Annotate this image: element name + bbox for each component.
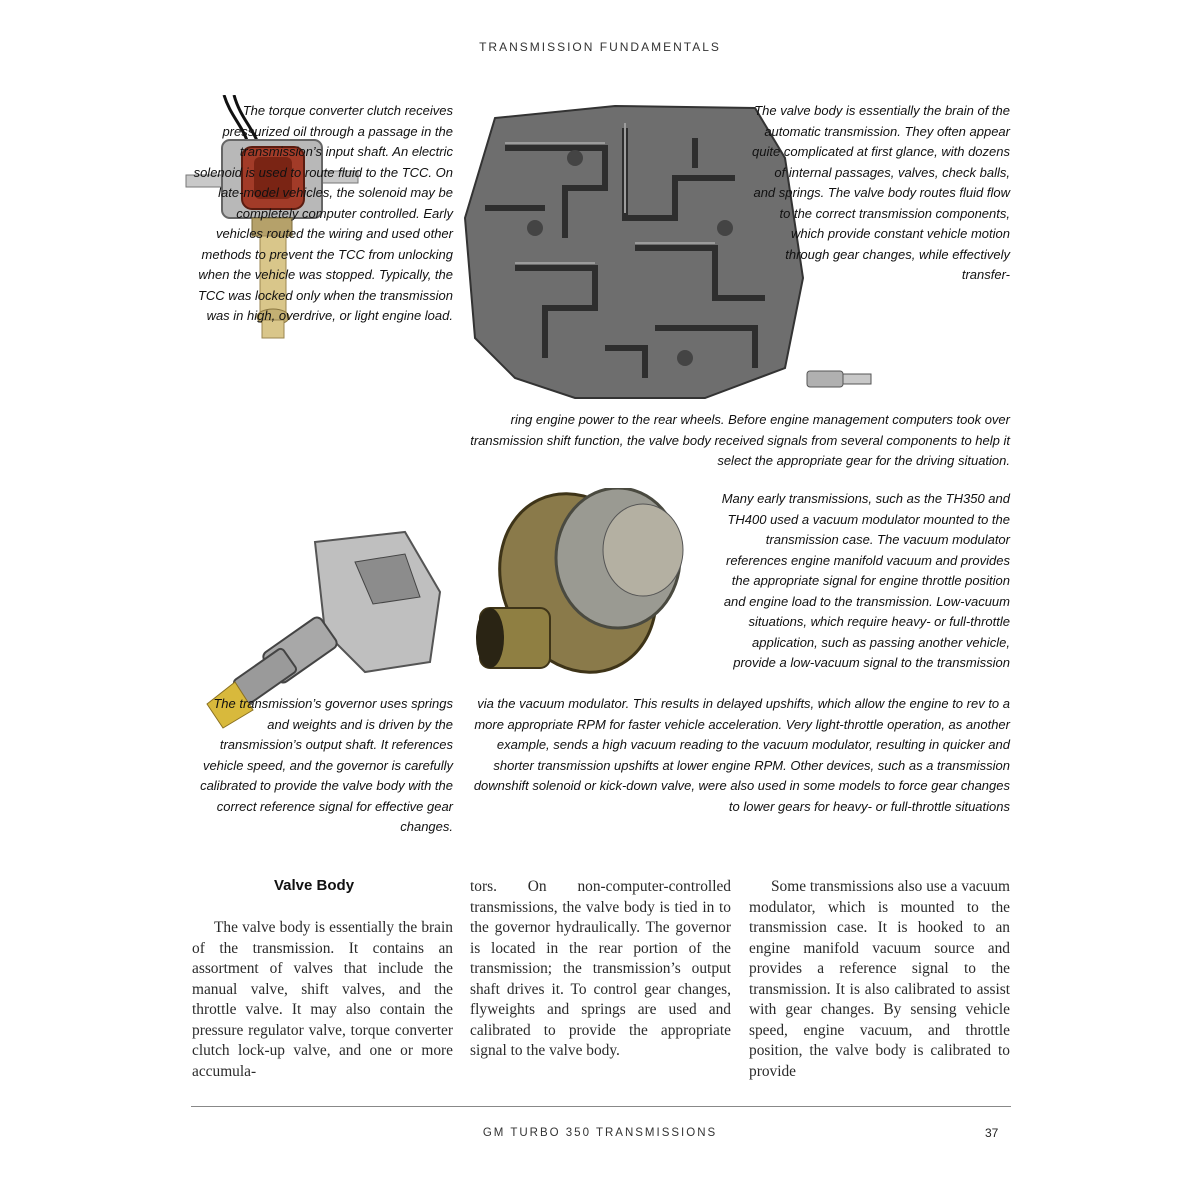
caption-valve-body-bottom: ring engine power to the rear wheels. Before engine management computers took over transmission shift function, the valve body received signals from several components to help it select the appropriate gear for the driving situation. [470, 412, 1010, 468]
vacuum-modulator-photo-icon [468, 488, 718, 688]
caption-tcc-solenoid: The torque converter clutch receives pressurized oil through a passage in the transmission’s input shaft. An electric solenoid is used to route fluid to the TCC. On late-model vehicles, the solenoid may be completely computer controlled. Early vehicles routed the wiring and used other methods to prevent the TCC from unlocking when the vehicle was stopped. Typically, the TCC was locked only when the transmission was in high, overdrive, or light engine load. [193, 103, 453, 323]
footer-rule [191, 1106, 1011, 1107]
body-column-1: The valve body is essentially the brain of the transmission. It contains an assortment of valves that include the manual valve, shift valves, and the throttle valve. It may also contain the pressure regulator valve, torque converter clutch lock-up valve, and one or more accumula- [192, 919, 453, 1080]
body-column-2: tors. On non-computer-controlled transmissions, the valve body is tied in to the governor hydraulically. The governor is located in the rear portion of the transmission; the transmission’s output shaft drives it. To control gear changes, flyweights and springs are used and calibrated to provide the appropriate signal to the valve body. [470, 878, 731, 1059]
valve-plug-photo-icon [805, 363, 875, 393]
body-column-3: Some transmissions also use a vacuum modulator, which is mounted to the transmission case. It is hooked to an engine manifold vacuum source and provides a reference signal to the transmission. It is also calibrated to assist with gear changes. By sensing vehicle speed, engine vacuum, and throttle position, the valve body is calibrated to provide [749, 878, 1010, 1080]
caption-governor: The transmission’s governor uses springs and weights and is driven by the transmission’s output shaft. It references vehicle speed, and the governor is carefully calibrated to provide the valve body with the correct reference signal for effective gear changes. [200, 696, 453, 834]
caption-vacuum-modulator-bottom: via the vacuum modulator. This results in delayed upshifts, which allow the engine to rev to a more appropriate RPM for faster vehicle acceleration. Very light-throttle operation, as another example, sends a high vacuum reading to the vacuum modulator, resulting in quicker and shorter transmission upshifts at lower engine RPM. Other devices, such as a transmission downshift solenoid or kick-down valve, were also used in some models to force gear changes to lower gears for heavy- or full-throttle situations [473, 696, 1010, 814]
section-title: Valve Body [274, 877, 355, 894]
caption-valve-body-top: The valve body is essentially the brain of the automatic transmission. They often appear quite complicated at first glance, with dozens of internal passages, valves, check balls, and springs. The valve body routes fluid flow to the correct transmission components, which provide constant vehicle motion through gear changes, while effectively transfer- [752, 103, 1010, 282]
running-header: TRANSMISSION FUNDAMENTALS [479, 40, 721, 54]
caption-vacuum-modulator-top: Many early transmissions, such as the TH350 and TH400 used a vacuum modulator mounted to the transmission case. The vacuum modulator references engine manifold vacuum and provides the appropriate signal for engine throttle position and engine load to the transmission. Low-vacuum situations, which require heavy- or full-throttle application, such as passing another vehicle, provide a low-vacuum signal to the transmission [721, 491, 1010, 670]
page-number: 37 [985, 1126, 999, 1140]
footer-book-title: GM TURBO 350 TRANSMISSIONS [482, 1127, 718, 1139]
